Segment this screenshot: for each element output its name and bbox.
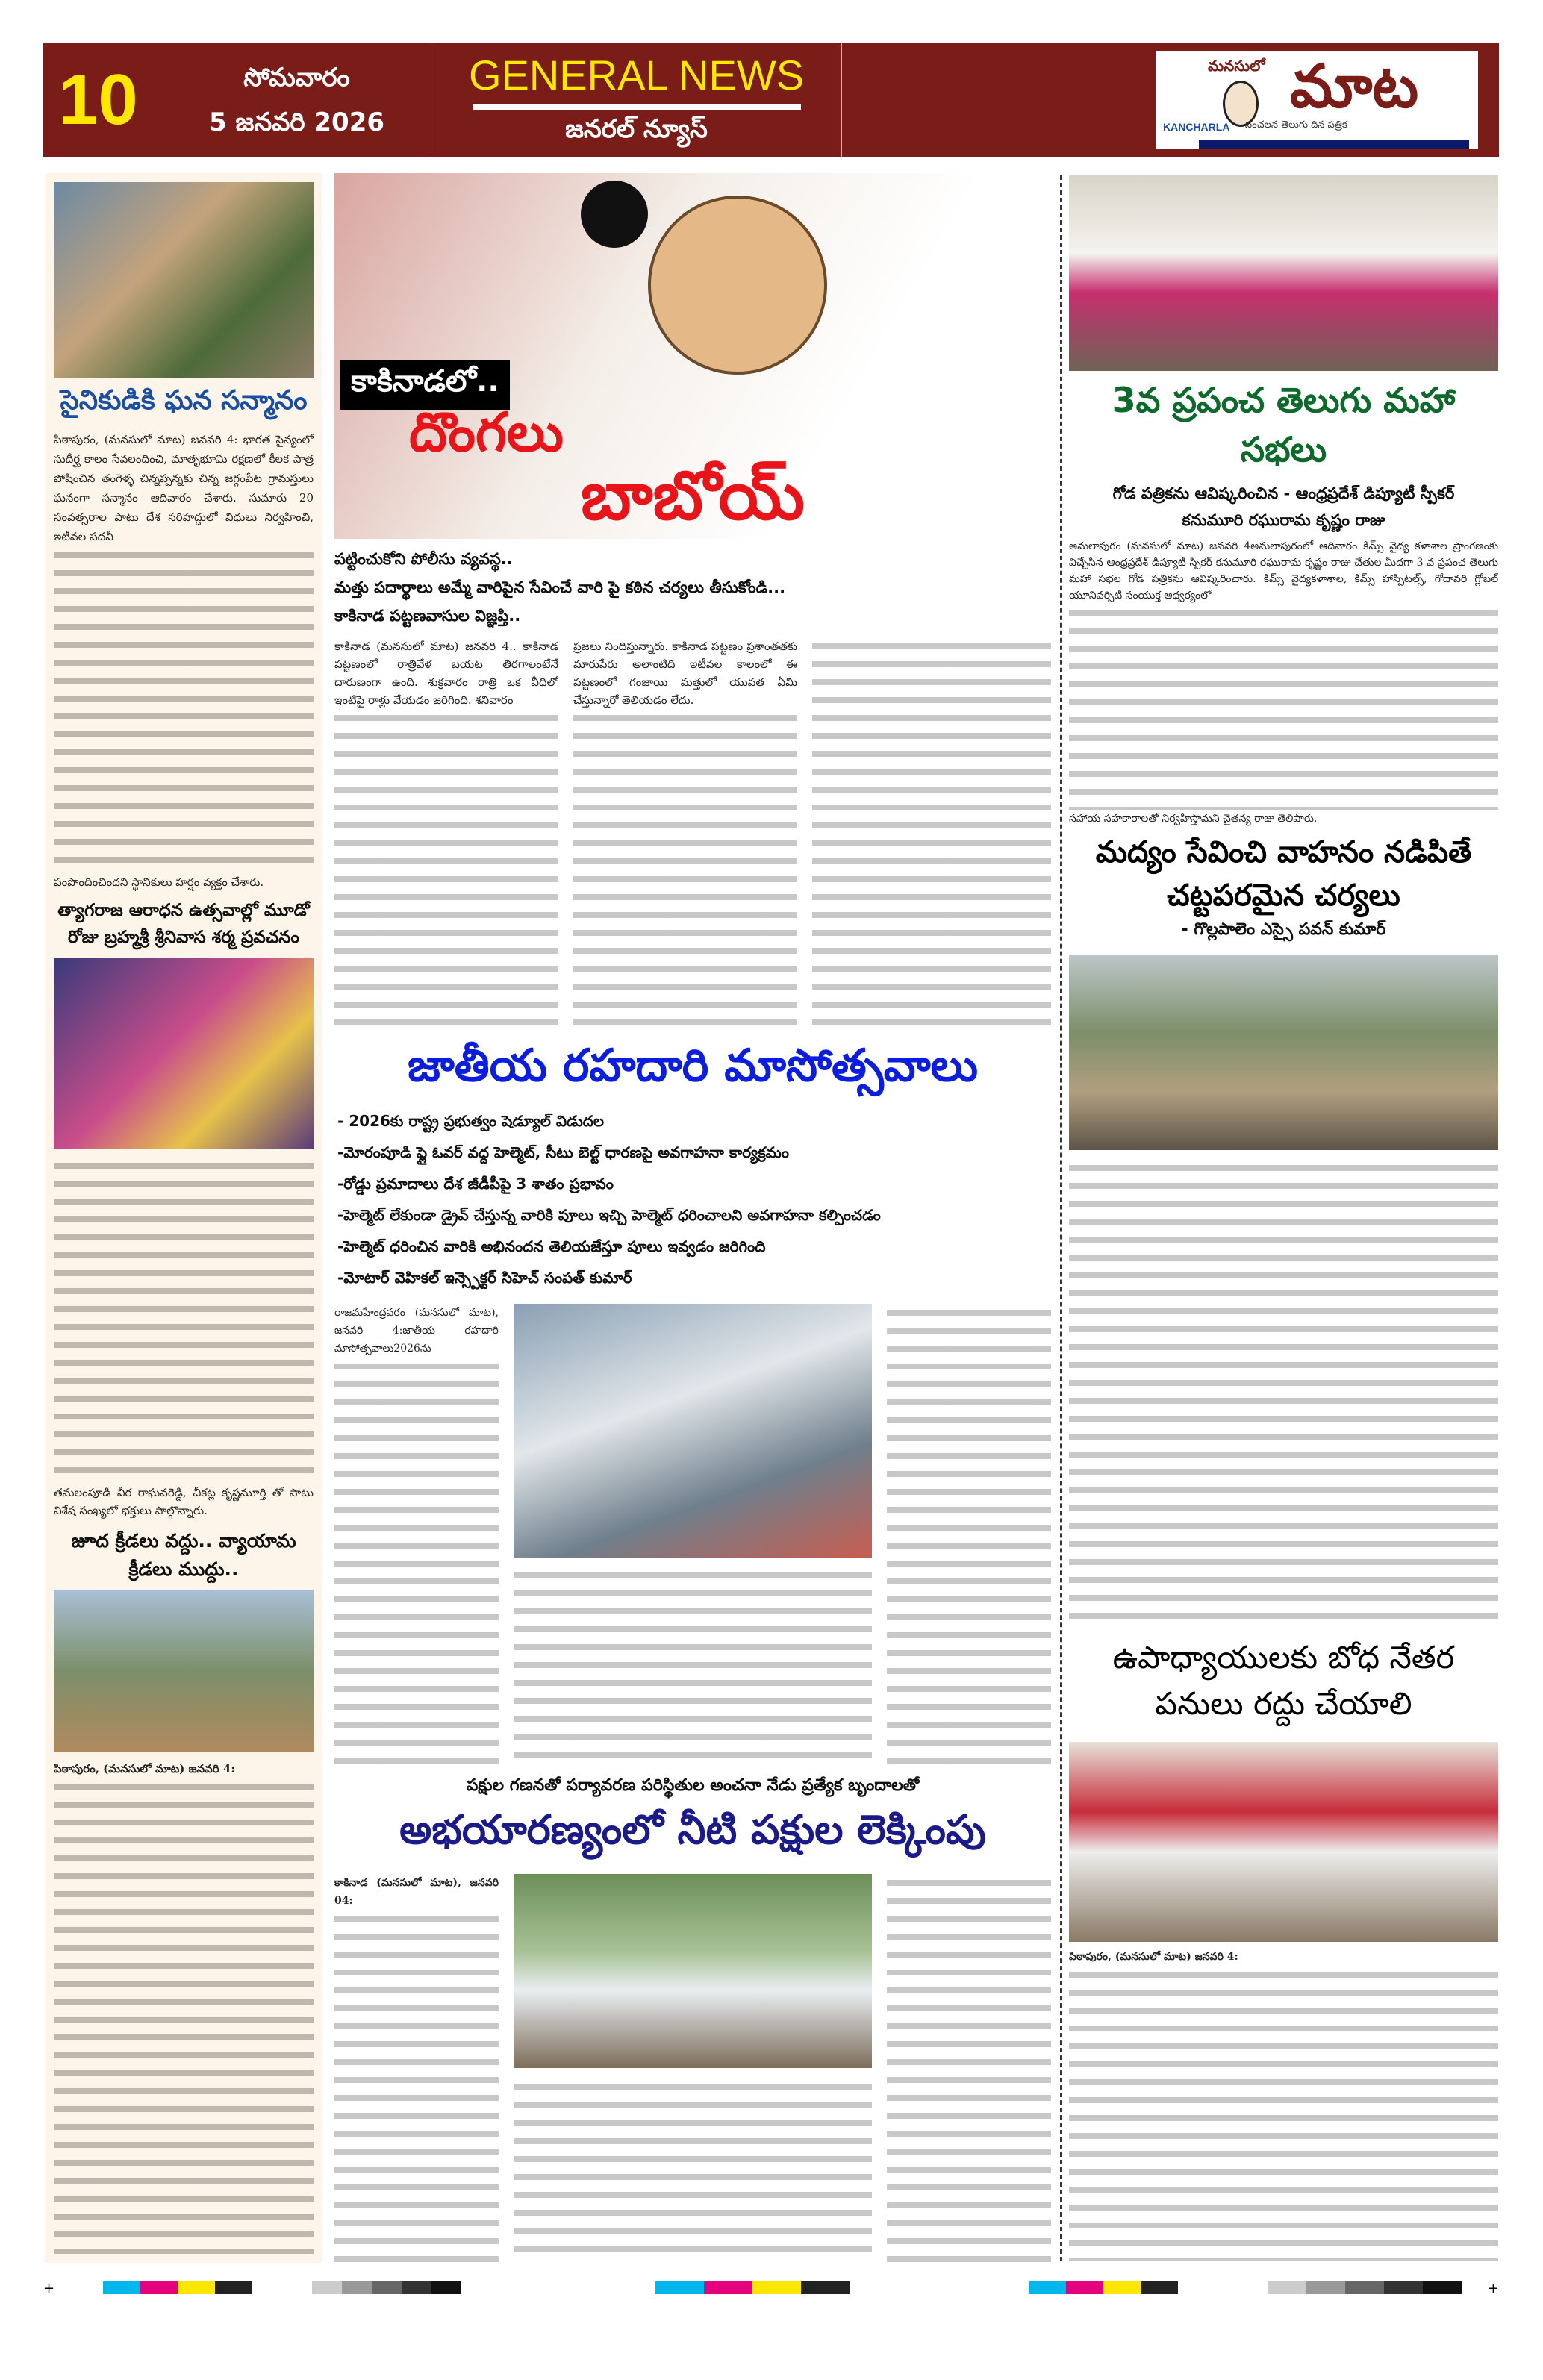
article-text: [812, 637, 1051, 1034]
headline-sports: జూద క్రీడలు వద్దు.. వ్యాయామ క్రీడలు ముద్దు..: [71, 1530, 296, 1580]
article-text: [573, 709, 797, 1034]
lead-story-columns: [334, 637, 1051, 1034]
right-column: [1069, 175, 1498, 2261]
telugu-conference-end: సహాయ సహకారాలతో నిర్వహిస్తామని చైతన్య రాజు తెలిపారు.: [1069, 812, 1318, 825]
article-tyagaraja-end: తమలంపూడి వీర రాఘవరెడ్డి, చీకట్ల కృష్ణమూర్తి తో పాటు విశేష సంఖ్యలో భక్తులు పాల్గొన్నారు.: [54, 1486, 314, 1517]
print-color-bar: [43, 2276, 1499, 2299]
article-text: [1069, 1966, 1498, 2261]
photo-tyagaraja: [54, 958, 314, 1149]
thief-icon: [581, 181, 648, 248]
photo-road-safety: [514, 1304, 872, 1558]
byline-drunk-driving: - గొల్లపాలెం ఎస్సై పవన్ కుమార్: [1181, 919, 1386, 939]
birds-lead: కాకినాడ (మనసులో మాట), జనవరి 04:: [334, 1877, 499, 1907]
divider: [473, 104, 801, 110]
article-text: [334, 1358, 499, 1767]
article-text: [54, 546, 314, 873]
road-safety-lead: రాజమహేంద్రవరం (మనసులో మాట), జనవరి 4:జాతీయ రహదారి మాసోత్సవాలు2026ను: [334, 1307, 499, 1355]
bullet: -మోరంపూడి ఫ్లై ఓవర్ వద్ద హెల్మెట్, సీటు బెల్ట్ ధారణపై అవగాహనా కార్యక్రమం: [337, 1143, 789, 1161]
color-swatch: [1268, 2281, 1462, 2294]
bullet: -రోడ్డు ప్రమాదాలు దేశ జీడీపీపై 3 శాతం ప్రభావం: [337, 1175, 614, 1193]
headline-road-safety: జాతీయ రహదారి మాసోత్సవాలు: [408, 1040, 978, 1092]
bullet: -మోటార్ వెహికల్ ఇన్స్పెక్టర్ సిహెచ్ సంపత్ కుమార్: [337, 1269, 632, 1287]
color-swatch: [655, 2281, 850, 2294]
article-text: [334, 1910, 499, 2263]
article-text: [887, 1304, 1051, 1767]
article-text: [887, 1874, 1051, 2263]
article-soldier-lead: పిఠాపురం, (మనసులో మాట) జనవరి 4: భారత సైన్యంలో సుదీర్ఘ కాలం సేవలందించి, మాతృభూమి రక్షణలో కీలక పాత్ర పోషించిన తంగెళ్ళ చిన్నప్పన్నకు చిన్న జగ్గంపేట గ్రామస్తులు ఘనంగా సన్మానం ఆదివారం చేశారు. సుమారు 20 సంవత్సరాల పాటు దేశ సరిహద్దులో విధులు నిర్వహించి, ఇటీవల పదవీ: [54, 433, 314, 543]
headline-birds: అభయారణ్యంలో నీటి పక్షుల లెక్కింపు: [399, 1806, 986, 1853]
date: 5 జనవరి 2026: [208, 107, 385, 137]
logo-big-text: మాట: [1290, 51, 1419, 121]
article-sports-lead: పిఠాపురం, (మనసులో మాట) జనవరి 4:: [54, 1762, 235, 1775]
article-text: [54, 1778, 314, 2254]
newspaper-logo: [1156, 51, 1478, 149]
day: సోమవారం: [243, 63, 350, 93]
bullet: -హెల్మెట్ లేకుండా డ్రైవ్ చేస్తున్న వారికి పూలు ఇచ్చి హెల్మెట్ ధరించాలని అవగాహనా కల్పించడం: [337, 1206, 881, 1224]
bullet: - 2026కు రాష్ట్ర ప్రభుత్వం షెడ్యూల్ విడుదల: [337, 1112, 605, 1130]
bullet: -హెల్మెట్ ధరించిన వారికి అభినందన తెలియజేస్తూ పూలు ఇవ్వడం జరిగింది: [337, 1237, 766, 1255]
headline-drunk-driving: మద్యం సేవించి వాహనం నడిపితే చట్టపరమైన చర్యలు: [1095, 834, 1472, 913]
color-swatch: [103, 2281, 252, 2294]
article-text: [514, 1567, 872, 1767]
section-en: GENERAL NEWS: [468, 51, 805, 99]
section-te: జనరల్ న్యూస్: [565, 113, 708, 144]
registration-mark-icon: +: [1487, 2281, 1499, 2296]
telugu-conference-lead: అమలాపురం (మనసులో మాట) జనవరి 4అమలాపురంలో ఆదివారం కిమ్స్ వైద్య కళాశాల ప్రాంగణంకు విచ్చేసిన ఆంధ్రప్రదేశ్ డిప్యూటీ స్పీకర్ కనుమూరి రఘురామ కృష్ణం రాజు చేతుల మీదగా 3 వ ప్రపంచ తెలుగు మహా సభల గోడ పత్రికను ఆవిష్కరించారు. కిమ్స్ వైద్యకళాశాల, కిమ్స్ హాస్పిటల్స్, గోదావరి గ్లోబల్ యూనివర్సిటీ సంయుక్త ఆధ్వర్యంలో: [1069, 540, 1498, 602]
article-text: [514, 2078, 872, 2263]
subhead-telugu-conference-2: కనుమూరి రఘురామ కృష్ణం రాజు: [1182, 511, 1385, 529]
logo-tagline: సంచలన తెలుగు దిన పత్రిక: [1245, 119, 1347, 131]
lead-story-text: కాకినాడ (మనసులో మాట) జనవరి 4.. కాకినాడ పట్టణంలో రాత్రివేళ బయట తిరగాలంటేనే దారుణంగా ఉంది. శుక్రవారం రాత్రి ఒక వీధిలో ఇంటిపై రాళ్లు వేయడం జరిగింది. శనివారం: [334, 640, 558, 707]
color-swatch: [1029, 2281, 1178, 2294]
logo-bar: [1199, 140, 1469, 149]
photo-sports: [54, 1590, 314, 1752]
article-text: [1069, 604, 1498, 810]
article-text: [334, 709, 558, 1034]
center-column: [334, 173, 1051, 2263]
kicker-label: కాకినాడలో..: [340, 360, 510, 410]
lead-subheads: [334, 545, 1051, 630]
color-swatch: [312, 2281, 461, 2294]
photo-soldier-felicitation: [54, 182, 314, 378]
teachers-lead: పిఠాపురం, (మనసులో మాట) జనవరి 4:: [1069, 1951, 1238, 1964]
article-soldier-end: పంపొందించిందని స్థానికులు హర్షం వ్యక్తం చేశారు.: [54, 875, 264, 889]
page-info: [43, 43, 431, 157]
masthead: [43, 43, 1499, 157]
lead-title-2: బాబోయ్: [581, 457, 805, 535]
headline-soldier: సైనికుడికి ఘన సన్మానం: [60, 385, 308, 416]
page-number: 10: [58, 60, 138, 140]
article-text: [54, 1157, 314, 1484]
road-safety-columns: [334, 1304, 1051, 1767]
left-column: [45, 173, 322, 2263]
loot-bag-icon: [648, 196, 827, 375]
overline-birds: పక్షుల గణనతో పర్యావరణ పరిస్థితుల అంచనా నేడు ప్రత్యేక బృందాలతో: [466, 1776, 920, 1795]
subhead-telugu-conference-1: గోడ పత్రికను ఆవిష్కరించిన - ఆంధ్రప్రదేశ్ డిప్యూటీ స్పీకర్: [1112, 484, 1455, 502]
registration-mark-icon: +: [43, 2281, 55, 2296]
photo-police-check: [1069, 955, 1498, 1150]
lead-illustration: [334, 173, 1051, 539]
lead-title-1: దొంగలు: [409, 401, 564, 463]
lead-story-col2: ప్రజలు నిందిస్తున్నారు. కాకినాడ పట్టణం ప్రశాంతతకు మారుపేరు అలాంటిది ఇటీవల కాలంలో ఈ పట్టణంలో గంజాయి మత్తులో యువత ఏమి చేస్తున్నారో తెలియడం లేదు.: [573, 640, 797, 707]
photo-teachers-meeting: [1069, 1742, 1498, 1942]
headline-teachers: ఉపాధ్యాయులకు బోధ నేతర పనులు రద్దు చేయాలి: [1112, 1639, 1455, 1722]
subhead: పట్టించుకోని పోలీసు వ్యవస్థ..: [334, 550, 513, 568]
column-divider: [1060, 175, 1062, 2261]
subhead: కాకినాడ పట్టణవాసుల విజ్ఞప్తి..: [334, 607, 521, 625]
photo-telugu-conference: [1069, 175, 1498, 371]
headline-tyagaraja: త్యాగరాజ ఆరాధన ఉత్సవాల్లో మూడో రోజు బ్రహ్మశ్రీ శ్రీనివాస శర్మ ప్రవచనం: [57, 901, 310, 947]
logo-brand: KANCHARLA: [1163, 121, 1230, 133]
logo-small-text: మనసులో: [1208, 57, 1265, 75]
birds-columns: [334, 1874, 1051, 2263]
section-title: [431, 43, 842, 157]
headline-telugu-conference: 3వ ప్రపంచ తెలుగు మహా సభలు: [1112, 380, 1456, 469]
photo-birds-census: [514, 1874, 872, 2068]
article-text: [1069, 1159, 1498, 1626]
road-safety-bullets: [334, 1105, 1051, 1293]
subhead: మత్తు పదార్థాలు అమ్మే వారిపైన సేవించే వారి పై కఠిన చర్యలు తీసుకోండి...: [334, 578, 786, 596]
